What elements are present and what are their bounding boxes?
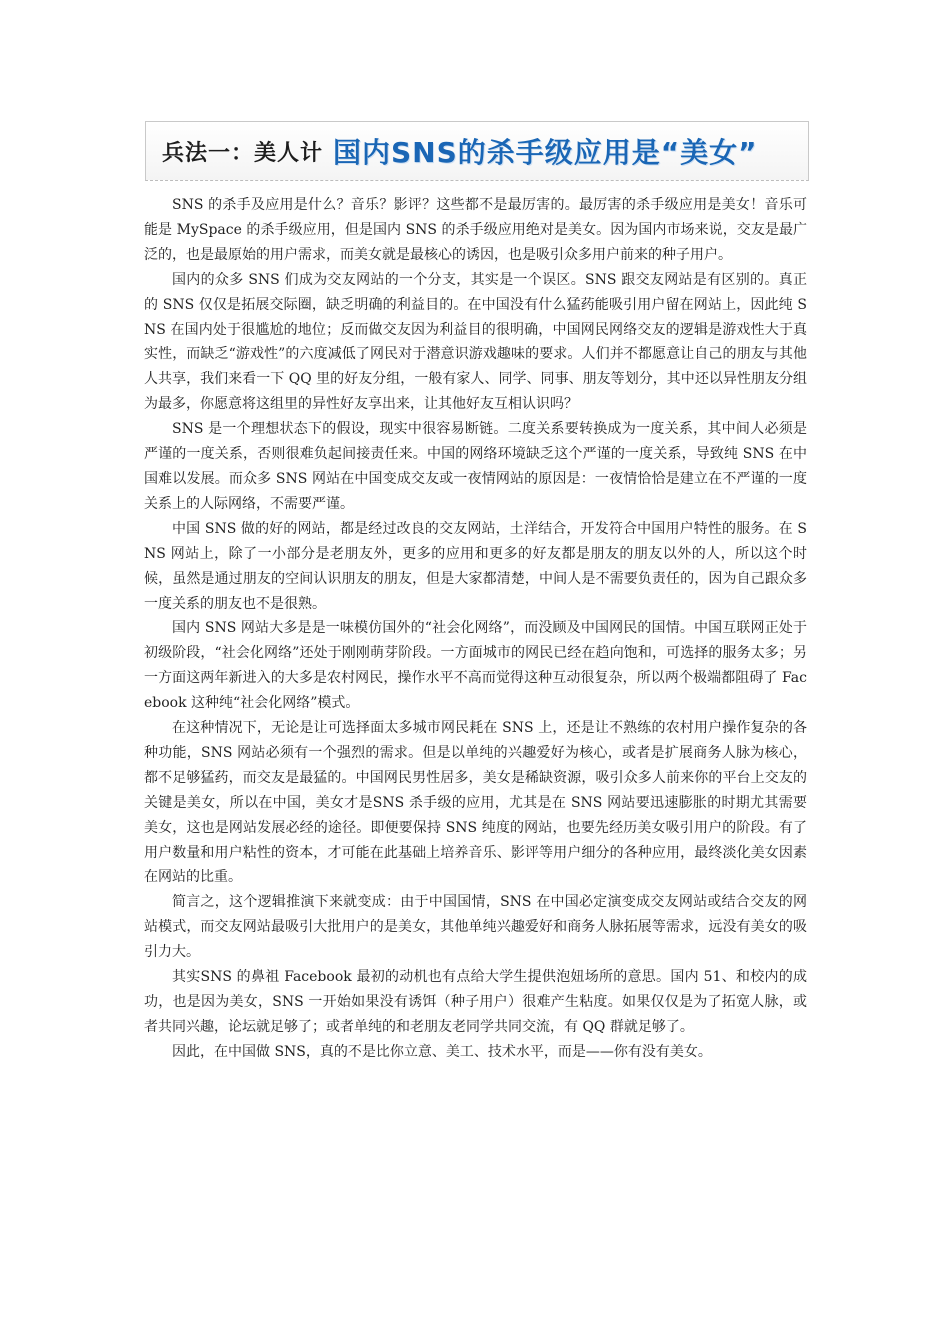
paragraph: 简言之，这个逻辑推演下来就变成：由于中国国情，SNS 在中国必定演变成交友网站或结合交友的网站模式，而交友网站最吸引大批用户的是美女，其他单纯兴趣爱好和商务人脉拓展等需求，远没有美女的吸引力大。 — [144, 894, 807, 961]
paragraph: 中国 SNS 做的好的网站，都是经过改良的交友网站，土洋结合，开发符合中国用户特性的服务。在 SNS 网站上，除了一小部分是老朋友外，更多的应用和更多的好友都是朋友的朋友以外的人，所以这个时候，虽然是通过朋友的空间认识朋友的朋友，但是大家都清楚，中间人是不需要负责任的，因为自己跟众多一度关系的朋友也不是很熟。 — [144, 520, 807, 612]
paragraph: 因此，在中国做 SNS，真的不是比你立意、美工、技术水平，而是——你有没有美女。 — [172, 1043, 712, 1060]
banner-headline: 国内SNS的杀手级应用是“美女” — [333, 136, 758, 169]
paragraph: 国内 SNS 网站大多是是一味模仿国外的“社会化网络”，而没顾及中国网民的国情。中国互联网正处于初级阶段，“社会化网络”还处于刚刚萌芽阶段。一方面城市的网民已经在趋向饱和，可选择的服务太多；另一方面这两年新进入的大多是农村网民，操作水平不高而觉得这种互动很复杂，所以两个极端都阻碍了 Facebook 这种纯“社会化网络”模式。 — [144, 620, 807, 712]
paragraph: SNS 的杀手及应用是什么？音乐？影评？这些都不是最厉害的。最厉害的杀手级应用是美女！音乐可能是 MySpace 的杀手级应用，但是国内 SNS 的杀手级应用绝对是美女。因为国内市场来说，交友是最广泛的，也是最原始的用户需求，而美女就是最核心的诱因，也是吸引众多用户前来的种子用户。 — [144, 197, 807, 263]
article-body — [144, 193, 807, 1065]
section-banner — [145, 121, 809, 181]
paragraph: 其实SNS 的鼻祖 Facebook 最初的动机也有点给大学生提供泡妞场所的意思。国内 51、和校内的成功，也是因为美女，SNS 一开始如果没有诱饵（种子用户）很难产生粘度。如果仅仅是为了拓宽人脉，或者共同兴趣，论坛就足够了；或者单纯的和老朋友老同学共同交流，有 QQ 群就足够了。 — [144, 969, 807, 1035]
banner-chapter-title: 兵法一：美人计 — [162, 140, 324, 166]
paragraph: SNS 是一个理想状态下的假设，现实中很容易断链。二度关系要转换成为一度关系，其中间人必须是严谨的一度关系，否则很难负起间接责任来。中国的网络环境缺乏这个严谨的一度关系，导致纯 SNS 在中国难以发展。而众多 SNS 网站在中国变成交友或一夜情网站的原因是：一夜情恰恰是建立在不严谨的一度关系上的人际网络，不需要严谨。 — [144, 421, 807, 512]
paragraph: 国内的众多 SNS 们成为交友网站的一个分支，其实是一个误区。SNS 跟交友网站是有区别的。真正的 SNS 仅仅是拓展交际圈，缺乏明确的利益目的。在中国没有什么猛药能吸引用户留在网站上，因此纯 SNS 在国内处于很尴尬的地位；反而做交友因为利益目的很明确，中国网民网络交友的逻辑是游戏性大于真实性，而缺乏“游戏性”的六度减低了网民对于潜意识游戏趣味的要求。人们并不都愿意让自己的朋友与其他人共享，我们来看一下 QQ 里的好友分组，一般有家人、同学、同事、朋友等划分，其中还以异性朋友分组为最多，你愿意将这组里的异性好友享出来，让其他好友互相认识吗？ — [144, 271, 807, 413]
paragraph: 在这种情况下，无论是让可选择面太多城市网民耗在 SNS 上，还是让不熟练的农村用户操作复杂的各种功能，SNS 网站必须有一个强烈的需求。但是以单纯的兴趣爱好为核心，或者是扩展商务人脉为核心，都不足够猛药，而交友是最猛的。中国网民男性居多，美女是稀缺资源，吸引众多人前来你的平台上交友的关键是美女，所以在中国，美女才是SNS 杀手级的应用，尤其是在 SNS 网站要迅速膨胀的时期尤其需要美女，这也是网站发展必经的途径。即便要保持 SNS 纯度的网站，也要先经历美女吸引用户的阶段。有了用户数量和用户粘性的资本，才可能在此基础上培养音乐、影评等用户细分的各种应用，最终淡化美女因素在网站的比重。 — [144, 720, 807, 886]
